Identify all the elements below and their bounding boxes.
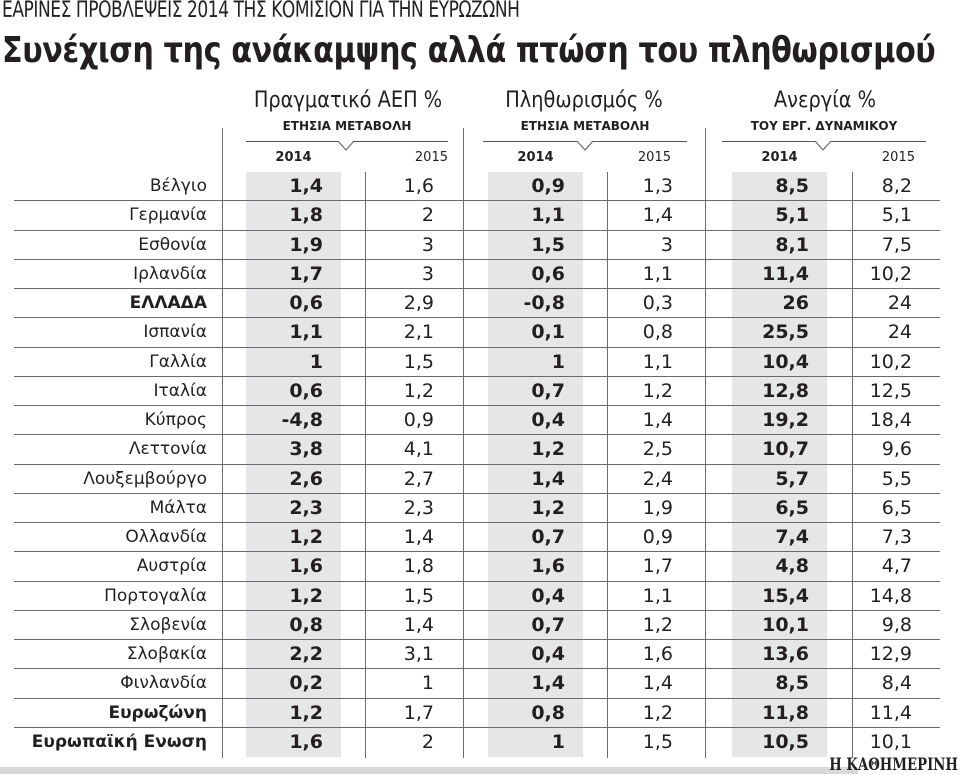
cell-inf14: 0,4 xyxy=(531,584,565,607)
cell-une14: 6,5 xyxy=(775,496,809,519)
cell-une15: 10,1 xyxy=(869,730,912,753)
cell-gdp15: 2 xyxy=(421,204,434,227)
table-row xyxy=(14,289,940,318)
cell-gdp14: 1,2 xyxy=(289,701,323,724)
country-name: Αυστρία xyxy=(136,556,207,577)
footer-bar xyxy=(0,767,858,774)
cell-une15: 7,5 xyxy=(881,233,912,256)
cell-gdp15: 0,9 xyxy=(403,409,434,432)
cell-inf14: 1,6 xyxy=(531,555,565,578)
cell-une14: 8,5 xyxy=(775,175,809,197)
cell-une15: 5,5 xyxy=(881,467,912,490)
cell-une14: 19,2 xyxy=(762,409,809,432)
cell-gdp14: 1,2 xyxy=(289,584,323,607)
cell-une15: 10,2 xyxy=(869,262,912,285)
cell-une14: 10,5 xyxy=(762,730,809,753)
cell-gdp15: 2,9 xyxy=(403,292,434,315)
table-row xyxy=(14,552,940,581)
cell-inf15: 2,4 xyxy=(642,467,673,490)
cell-gdp14: 1,2 xyxy=(289,526,323,549)
country-name: Σλοβακία xyxy=(126,644,207,665)
table-row xyxy=(14,201,940,230)
cell-gdp15: 3 xyxy=(421,262,434,285)
cell-une15: 9,8 xyxy=(881,613,912,636)
cell-gdp14: 2,6 xyxy=(289,467,323,490)
cell-inf14: 1 xyxy=(551,730,565,753)
cell-gdp15: 1,8 xyxy=(403,555,434,578)
cell-inf14: 1,2 xyxy=(531,496,565,519)
cell-une15: 7,3 xyxy=(881,526,912,549)
table-row xyxy=(14,582,940,611)
cell-gdp15: 1,5 xyxy=(403,584,434,607)
cell-inf14: 0,4 xyxy=(531,643,565,666)
cell-inf15: 1,4 xyxy=(642,204,673,227)
country-name: Κύπρος xyxy=(144,410,207,431)
country-name: Ολλανδία xyxy=(125,527,207,548)
group-title: Πραγματικό ΑΕΠ % xyxy=(253,88,443,113)
cell-gdp15: 2 xyxy=(421,730,434,753)
cell-gdp14: 0,8 xyxy=(289,613,323,636)
cell-inf15: 1,4 xyxy=(642,409,673,432)
cell-gdp14: 1,9 xyxy=(289,233,323,256)
cell-inf14: 1,2 xyxy=(531,438,565,461)
cell-une14: 10,1 xyxy=(762,613,809,636)
cell-gdp15: 3 xyxy=(421,233,434,256)
country-name: Ιταλία xyxy=(153,380,207,401)
cell-gdp14: 1 xyxy=(309,350,323,373)
brand-logo: Η ΚΑΘΗΜΕΡΙΝΗ xyxy=(829,755,958,775)
country-name: Λεττονία xyxy=(128,439,207,460)
table-row xyxy=(14,699,940,728)
cell-une14: 25,5 xyxy=(762,321,809,344)
cell-une14: 5,1 xyxy=(775,204,809,227)
cell-gdp14: 0,6 xyxy=(289,292,323,315)
cell-une14: 8,5 xyxy=(775,672,809,695)
cell-gdp14: 3,8 xyxy=(289,438,323,461)
cell-gdp14: 2,3 xyxy=(289,496,323,519)
cell-gdp14: 1,8 xyxy=(289,204,323,227)
year-2014-label: 2014 xyxy=(517,150,554,165)
cell-inf14: 1,1 xyxy=(531,204,565,227)
cell-gdp15: 2,1 xyxy=(403,321,434,344)
cell-une15: 8,2 xyxy=(881,175,912,197)
table-row xyxy=(14,231,940,260)
cell-une14: 11,8 xyxy=(762,701,809,724)
group-subtitle: ΕΤΗΣΙΑ ΜΕΤΑΒΟΛΗ xyxy=(282,119,412,133)
cell-gdp15: 2,3 xyxy=(403,496,434,519)
cell-une15: 8,4 xyxy=(881,672,912,695)
cell-gdp15: 2,7 xyxy=(403,467,434,490)
cell-une15: 9,6 xyxy=(881,438,912,461)
table-row xyxy=(14,435,940,464)
cell-gdp15: 1,4 xyxy=(403,613,434,636)
cell-une15: 12,5 xyxy=(869,379,912,402)
table-row xyxy=(14,465,940,494)
table-row xyxy=(14,172,940,201)
cell-gdp15: 1,6 xyxy=(403,175,434,197)
cell-inf15: 1,3 xyxy=(642,175,673,197)
cell-gdp15: 1 xyxy=(421,672,434,695)
table-row xyxy=(14,669,940,698)
cell-inf14: 0,7 xyxy=(531,526,565,549)
cell-inf15: 1,1 xyxy=(642,262,673,285)
group-subtitle: ΕΤΗΣΙΑ ΜΕΤΑΒΟΛΗ xyxy=(520,119,650,133)
cell-une14: 5,7 xyxy=(775,467,809,490)
group-title: Πληθωρισμός % xyxy=(505,88,663,113)
cell-une15: 10,2 xyxy=(869,350,912,373)
cell-une15: 5,1 xyxy=(881,204,912,227)
cell-gdp15: 1,4 xyxy=(403,526,434,549)
cell-gdp14: 1,6 xyxy=(289,555,323,578)
cell-inf15: 0,3 xyxy=(642,292,673,315)
table-row xyxy=(14,494,940,523)
cell-inf14: 0,1 xyxy=(531,321,565,344)
table-row xyxy=(14,318,940,347)
cell-gdp14: 1,7 xyxy=(289,262,323,285)
cell-inf14: 0,4 xyxy=(531,409,565,432)
cell-inf15: 1,1 xyxy=(642,584,673,607)
table-row xyxy=(14,377,940,406)
year-2015-label: 2015 xyxy=(637,150,671,165)
cell-inf14: 0,7 xyxy=(531,613,565,636)
year-2015-label: 2015 xyxy=(414,150,448,165)
cell-inf14: 0,7 xyxy=(531,379,565,402)
country-name: Ιρλανδία xyxy=(133,263,207,284)
country-name: Φινλανδία xyxy=(120,673,207,694)
country-name: Γαλλία xyxy=(149,351,207,372)
cell-inf15: 1,1 xyxy=(642,350,673,373)
group-subtitle: ΤΟΥ ΕΡΓ. ΔΥΝΑΜΙΚΟΥ xyxy=(750,119,898,133)
cell-une14: 8,1 xyxy=(775,233,809,256)
country-name: Ευρωπαϊκή Ενωση xyxy=(31,731,207,752)
cell-inf14: 0,9 xyxy=(531,175,565,197)
cell-une14: 12,8 xyxy=(762,379,809,402)
cell-inf14: 1,4 xyxy=(531,467,565,490)
cell-inf15: 3 xyxy=(660,233,673,256)
cell-inf15: 1,9 xyxy=(642,496,673,519)
cell-inf14: 0,6 xyxy=(531,262,565,285)
cell-gdp14: 0,6 xyxy=(289,379,323,402)
cell-inf15: 1,4 xyxy=(642,672,673,695)
cell-une15: 14,8 xyxy=(869,584,912,607)
cell-une15: 24 xyxy=(887,292,912,315)
cell-gdp14: -4,8 xyxy=(281,409,323,432)
country-name: Βέλγιο xyxy=(149,176,207,196)
country-name: ΕΛΛΑΔΑ xyxy=(129,293,207,314)
cell-une14: 4,8 xyxy=(775,555,809,578)
cell-inf15: 0,8 xyxy=(642,321,673,344)
cell-une15: 12,9 xyxy=(869,643,912,666)
cell-gdp14: 0,2 xyxy=(289,672,323,695)
cell-inf15: 1,5 xyxy=(642,730,673,753)
cell-inf14: 1,5 xyxy=(531,233,565,256)
table-row xyxy=(14,640,940,669)
cell-inf14: 0,8 xyxy=(531,701,565,724)
cell-gdp14: 1,4 xyxy=(289,175,323,197)
table-row xyxy=(14,260,940,289)
table-row xyxy=(14,406,940,435)
cell-gdp15: 1,5 xyxy=(403,350,434,373)
year-2014-label: 2014 xyxy=(275,150,312,165)
cell-gdp15: 1,7 xyxy=(403,701,434,724)
cell-une14: 26 xyxy=(782,292,809,315)
country-name: Λουξεμβούργο xyxy=(83,468,207,489)
country-name: Ευρωζώνη xyxy=(108,702,207,723)
cell-une15: 18,4 xyxy=(869,409,912,432)
country-name: Πορτογαλία xyxy=(104,585,207,606)
cell-inf14: -0,8 xyxy=(523,292,565,315)
country-name: Ισπανία xyxy=(143,322,207,343)
cell-une15: 4,7 xyxy=(881,555,912,578)
cell-une14: 15,4 xyxy=(762,584,809,607)
cell-inf15: 1,7 xyxy=(642,555,673,578)
cell-inf14: 1 xyxy=(551,350,565,373)
cell-une15: 11,4 xyxy=(869,701,912,724)
table-row xyxy=(14,348,940,377)
cell-inf14: 1,4 xyxy=(531,672,565,695)
table-row xyxy=(14,523,940,552)
cell-inf15: 1,6 xyxy=(642,643,673,666)
cell-gdp15: 4,1 xyxy=(403,438,434,461)
country-name: Μάλτα xyxy=(149,497,207,518)
cell-gdp15: 3,1 xyxy=(403,643,434,666)
table-row xyxy=(14,728,940,757)
cell-inf15: 1,2 xyxy=(642,379,673,402)
cell-une15: 6,5 xyxy=(881,496,912,519)
cell-une14: 10,7 xyxy=(762,438,809,461)
year-2014-label: 2014 xyxy=(761,150,798,165)
country-name: Γερμανία xyxy=(129,205,207,226)
cell-inf15: 1,2 xyxy=(642,613,673,636)
cell-inf15: 1,2 xyxy=(642,701,673,724)
cell-une14: 7,4 xyxy=(775,526,809,549)
cell-inf15: 0,9 xyxy=(642,526,673,549)
country-name: Εσθονία xyxy=(138,234,207,255)
kicker: ΕΑΡΙΝΕΣ ΠΡΟΒΛΕΨΕΙΣ 2014 ΤΗΣ ΚΟΜΙΣΙΟΝ ΓΙΑ ΤΗΝ ΕΥΡΩΖΩΝΗ xyxy=(2,0,520,23)
cell-gdp14: 2,2 xyxy=(289,643,323,666)
cell-gdp14: 1,1 xyxy=(289,321,323,344)
cell-gdp15: 1,2 xyxy=(403,379,434,402)
table-row xyxy=(14,611,940,640)
cell-une14: 13,6 xyxy=(762,643,809,666)
year-2015-label: 2015 xyxy=(881,150,915,165)
cell-inf15: 2,5 xyxy=(642,438,673,461)
cell-une14: 10,4 xyxy=(762,350,809,373)
group-title: Ανεργία % xyxy=(773,88,877,113)
cell-une14: 11,4 xyxy=(762,262,809,285)
page-title: Συνέχιση της ανάκαμψης αλλά πτώση του πληθωρισμού xyxy=(2,30,936,71)
cell-une15: 24 xyxy=(887,321,912,344)
country-name: Σλοβενία xyxy=(129,614,207,635)
cell-gdp14: 1,6 xyxy=(289,730,323,753)
